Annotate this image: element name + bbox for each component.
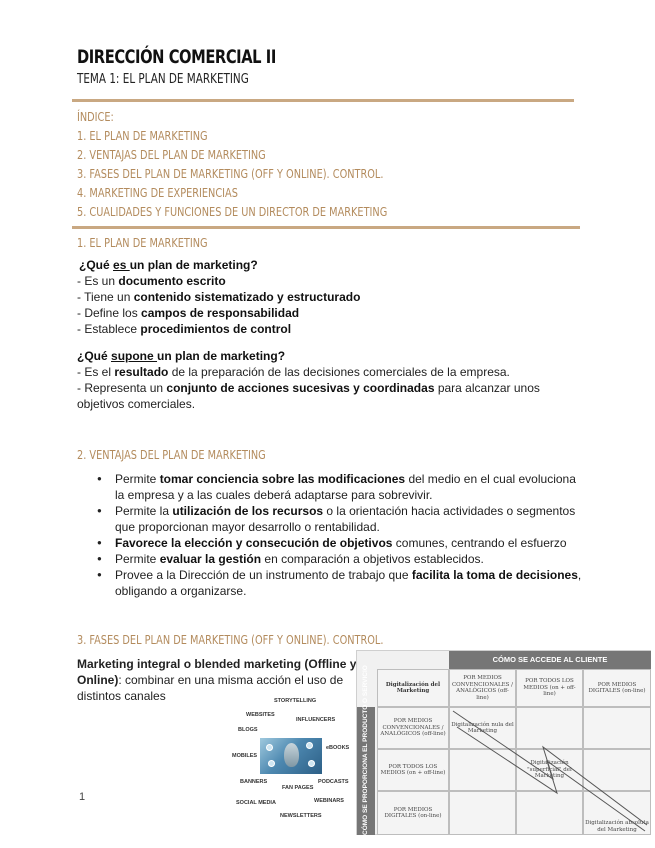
- page-number: 1: [79, 791, 86, 803]
- section-1-title: 1. EL PLAN DE MARKETING: [77, 235, 208, 250]
- header-divider: [72, 99, 574, 102]
- list-item: - Es un documento escrito: [77, 274, 226, 288]
- cloud-word: BLOGS: [238, 727, 258, 733]
- cloud-word: PODCASTS: [318, 779, 349, 785]
- digitalization-matrix: [356, 650, 651, 835]
- toc-heading: ÍNDICE:: [77, 109, 114, 124]
- cloud-word: NEWSLETTERS: [280, 813, 322, 819]
- toc-item[interactable]: 3. FASES DEL PLAN DE MARKETING (OFF Y ONLINE). CONTROL.: [77, 166, 384, 181]
- matrix-arrow: [357, 651, 652, 836]
- matrix-corner: Digitalización del Marketing: [377, 669, 449, 707]
- cloud-word: BANNERS: [240, 779, 268, 785]
- list-item: - Representa un conjunto de acciones sucesivas y coordinadas para alcanzar unos objetivos comerciales.: [77, 381, 540, 411]
- list-item: ● Permite tomar conciencia sobre las modificaciones del medio en el cual evoluciona la empresa y a las cuales deberá adaptarse para sobrevivir.: [97, 471, 587, 503]
- list-item: ● Permite evaluar la gestión en comparación a objetivos establecidos.: [97, 551, 587, 567]
- toc-item[interactable]: 1. EL PLAN DE MARKETING: [77, 128, 208, 143]
- matrix-cell-null: Digitalización nula del Marketing: [449, 707, 516, 749]
- matrix-row-header: POR TODOS LOS MEDIOS (on + off-line): [377, 749, 449, 791]
- document-subtitle: TEMA 1: EL PLAN DE MARKETING: [77, 72, 249, 87]
- matrix-col-header: POR MEDIOS CONVENCIONALES / ANALÓGICOS (off-line): [449, 669, 516, 707]
- table-of-contents: [77, 126, 475, 221]
- zigzag-arrow-line: [457, 727, 645, 831]
- list-item: ● Favorece la elección y consecución de objetivos comunes, centrando el esfuerzo: [97, 535, 587, 551]
- matrix-col-header: POR TODOS LOS MEDIOS (on + off-line): [516, 669, 583, 707]
- matrix-cell-absolute: Digitalización absoluta del Marketing: [583, 791, 651, 835]
- cloud-word: STORYTELLING: [274, 698, 317, 704]
- list-item: ● Provee a la Dirección de un instrumento de trabajo que facilita la toma de decisiones, obligando a organizarse.: [97, 567, 587, 599]
- face-shape: [284, 743, 299, 767]
- toc-divider: [72, 226, 580, 229]
- cloud-word: FAN PAGES: [282, 785, 314, 791]
- toc-item[interactable]: 4. MARKETING DE EXPERIENCIAS: [77, 185, 238, 200]
- list-item: ● Permite la utilización de los recursos o la orientación hacia actividades o segmentos que proporcionan mayor desarrollo o rentabilidad.: [97, 503, 587, 535]
- list-item: - Tiene un contenido sistematizado y estructurado: [77, 290, 361, 304]
- matrix-row-header: POR MEDIOS DIGITALES (on-line): [377, 791, 449, 835]
- digital-person-image: [260, 738, 322, 774]
- toc-item[interactable]: 5. CUALIDADES Y FUNCIONES DE UN DIRECTOR DE MARKETING: [77, 204, 388, 219]
- matrix-side-header: CÓMO SE PROPORCIONA EL PRODUCTO O SERVICIO: [357, 707, 375, 835]
- matrix-row-header: POR MEDIOS CONVENCIONALES / ANALÓGICOS (off-line): [377, 707, 449, 749]
- advantages-list: [97, 471, 587, 599]
- matrix-col-header: POR MEDIOS DIGITALES (on-line): [583, 669, 651, 707]
- section-2-title: 2. VENTAJAS DEL PLAN DE MARKETING: [77, 447, 266, 462]
- section-3-title: 3. FASES DEL PLAN DE MARKETING (OFF Y ONLINE). CONTROL.: [77, 632, 384, 647]
- app-icon: [308, 760, 315, 767]
- toc-item[interactable]: 2. VENTAJAS DEL PLAN DE MARKETING: [77, 147, 266, 162]
- section-1-body-2: [77, 348, 557, 412]
- cloud-word: MOBILES: [232, 753, 258, 759]
- zigzag-arrow-line: [453, 711, 647, 825]
- app-icon: [268, 760, 275, 767]
- list-item: - Establece procedimientos de control: [77, 322, 292, 336]
- channels-word-cloud: [228, 694, 356, 824]
- question-what-is: ¿Qué es un plan de marketing?: [79, 258, 258, 272]
- app-icon: [306, 742, 313, 749]
- question-what-implies: ¿Qué supone un plan de marketing?: [77, 349, 286, 363]
- cloud-word: WEBSITES: [246, 712, 275, 718]
- matrix-top-header: CÓMO SE ACCEDE AL CLIENTE: [449, 651, 651, 669]
- cloud-word: WEBINARS: [314, 798, 344, 804]
- cloud-word: eBOOKS: [326, 745, 350, 751]
- list-item: - Es el resultado de la preparación de las decisiones comerciales de la empresa.: [77, 365, 510, 379]
- matrix-cell-superficial: Digitalización "superficial" del Marketing: [516, 749, 583, 791]
- app-icon: [266, 744, 273, 751]
- section-1-body: [77, 257, 577, 337]
- cloud-word: INFLUENCERS: [296, 717, 336, 723]
- list-item: - Define los campos de responsabilidad: [77, 306, 300, 320]
- document-title: DIRECCIÓN COMERCIAL II: [77, 46, 276, 68]
- cloud-word: SOCIAL MEDIA: [236, 800, 276, 806]
- blended-marketing-text: Marketing integral o blended marketing (Offline y Online): combinar en una misma acción el uso de distintos canales: [77, 657, 357, 703]
